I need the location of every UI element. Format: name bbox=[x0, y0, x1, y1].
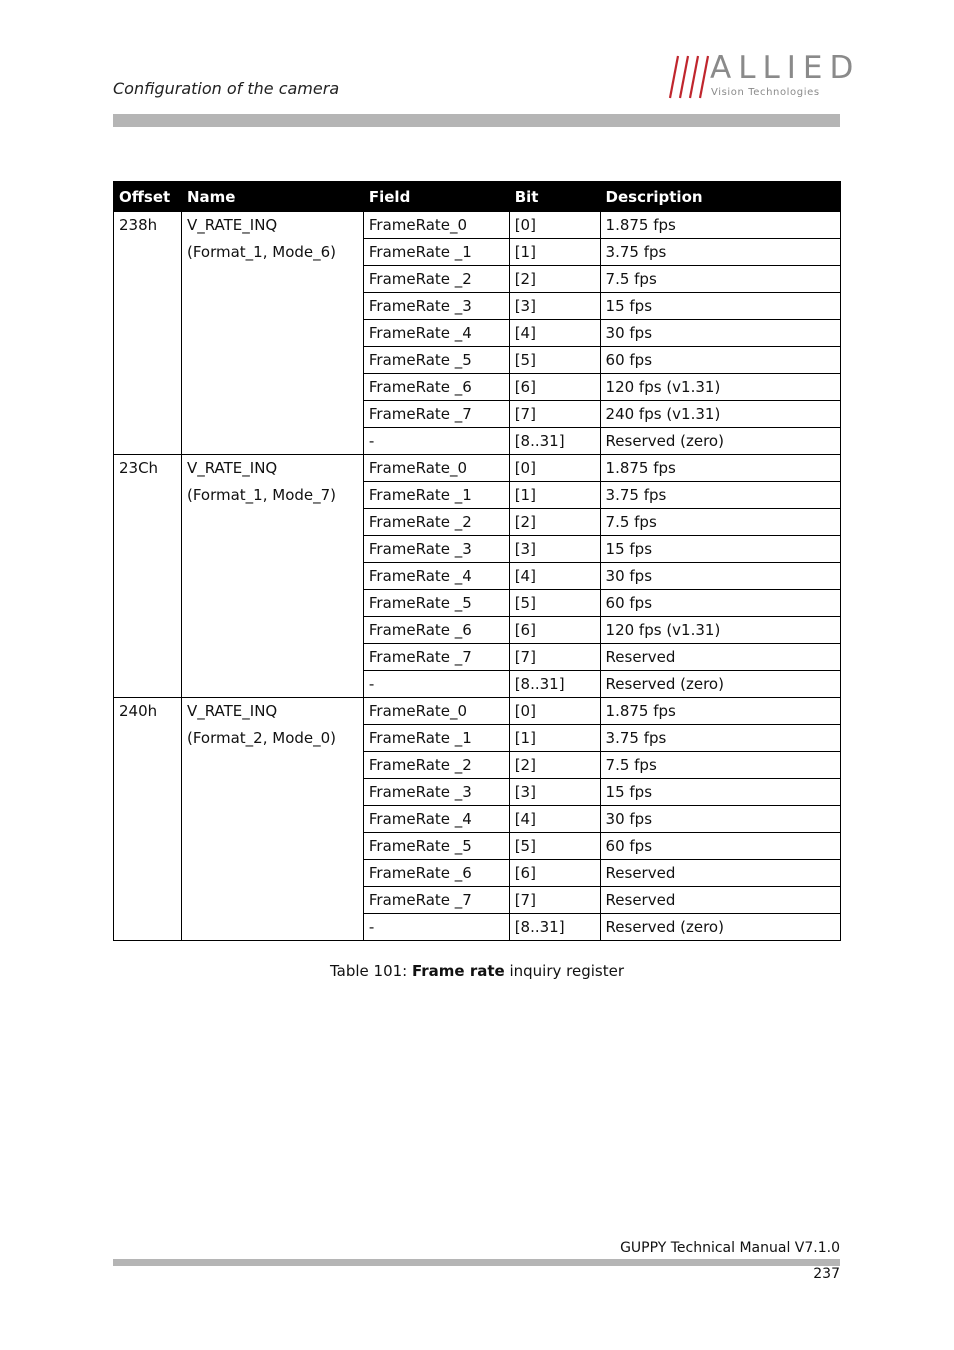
bit-cell: [5] bbox=[509, 347, 600, 374]
slash-marks-icon bbox=[668, 54, 712, 102]
description-cell: 120 fps (v1.31) bbox=[600, 374, 840, 401]
bit-cell: [1] bbox=[509, 239, 600, 266]
field-cell: - bbox=[363, 914, 509, 941]
description-cell: 15 fps bbox=[600, 779, 840, 806]
offset-value: 23Ch bbox=[119, 459, 159, 477]
page-number: 237 bbox=[813, 1266, 840, 1282]
register-name: V_RATE_INQ bbox=[186, 216, 278, 234]
description-cell: 7.5 fps bbox=[600, 752, 840, 779]
description-cell: 30 fps bbox=[600, 563, 840, 590]
field-cell: FrameRate _2 bbox=[363, 266, 509, 293]
caption-bold: Frame rate bbox=[412, 962, 505, 980]
bit-cell: [4] bbox=[509, 563, 600, 590]
offset-value: 240h bbox=[119, 702, 158, 720]
description-cell: 60 fps bbox=[600, 590, 840, 617]
column-header: Description bbox=[600, 182, 840, 212]
description-cell: Reserved (zero) bbox=[600, 428, 840, 455]
field-cell: FrameRate _1 bbox=[363, 725, 509, 752]
field-cell: FrameRate _5 bbox=[363, 833, 509, 860]
description-cell: 3.75 fps bbox=[600, 482, 840, 509]
table-row bbox=[114, 455, 841, 482]
field-cell: FrameRate _4 bbox=[363, 320, 509, 347]
field-cell: FrameRate_0 bbox=[363, 698, 509, 725]
footer-manual-title: GUPPY Technical Manual V7.1.0 bbox=[620, 1240, 840, 1256]
offset-cell bbox=[114, 212, 182, 455]
logo-wordmark: ALLIED bbox=[710, 50, 861, 86]
bit-cell: [0] bbox=[509, 455, 600, 482]
bit-cell: [8..31] bbox=[509, 914, 600, 941]
bit-cell: [6] bbox=[509, 860, 600, 887]
field-cell: FrameRate _7 bbox=[363, 887, 509, 914]
bit-cell: [7] bbox=[509, 401, 600, 428]
bit-cell: [2] bbox=[509, 509, 600, 536]
bit-cell: [8..31] bbox=[509, 671, 600, 698]
column-header: Bit bbox=[509, 182, 600, 212]
bit-cell: [6] bbox=[509, 374, 600, 401]
name-cell bbox=[181, 698, 363, 941]
column-header: Name bbox=[181, 182, 363, 212]
caption-prefix: Table 101: bbox=[329, 962, 408, 980]
field-cell: FrameRate _6 bbox=[363, 617, 509, 644]
bit-cell: [4] bbox=[509, 320, 600, 347]
description-cell: 15 fps bbox=[600, 536, 840, 563]
field-cell: FrameRate _6 bbox=[363, 374, 509, 401]
field-cell: FrameRate _4 bbox=[363, 563, 509, 590]
description-cell: Reserved bbox=[600, 644, 840, 671]
description-cell: Reserved bbox=[600, 860, 840, 887]
description-cell: 1.875 fps bbox=[600, 698, 840, 725]
description-cell: Reserved (zero) bbox=[600, 671, 840, 698]
description-cell: 3.75 fps bbox=[600, 725, 840, 752]
description-cell: 240 fps (v1.31) bbox=[600, 401, 840, 428]
field-cell: FrameRate _7 bbox=[363, 644, 509, 671]
bit-cell: [5] bbox=[509, 833, 600, 860]
bit-cell: [8..31] bbox=[509, 428, 600, 455]
field-cell: - bbox=[363, 671, 509, 698]
field-cell: FrameRate _4 bbox=[363, 806, 509, 833]
name-cell bbox=[181, 212, 363, 455]
table-caption bbox=[0, 962, 954, 980]
bit-cell: [6] bbox=[509, 617, 600, 644]
table-header-row bbox=[114, 182, 841, 212]
bit-cell: [5] bbox=[509, 590, 600, 617]
description-cell: Reserved bbox=[600, 887, 840, 914]
bit-cell: [4] bbox=[509, 806, 600, 833]
name-cell bbox=[181, 455, 363, 698]
description-cell: 15 fps bbox=[600, 293, 840, 320]
bit-cell: [1] bbox=[509, 482, 600, 509]
description-cell: 3.75 fps bbox=[600, 239, 840, 266]
field-cell: FrameRate _3 bbox=[363, 293, 509, 320]
bit-cell: [7] bbox=[509, 887, 600, 914]
register-format-mode: (Format_1, Mode_6) bbox=[186, 243, 337, 261]
description-cell: 1.875 fps bbox=[600, 455, 840, 482]
allied-logo bbox=[668, 50, 861, 102]
field-cell: - bbox=[363, 428, 509, 455]
offset-cell bbox=[114, 698, 182, 941]
bit-cell: [0] bbox=[509, 212, 600, 239]
field-cell: FrameRate _2 bbox=[363, 752, 509, 779]
register-format-mode: (Format_2, Mode_0) bbox=[186, 729, 337, 747]
header-rule bbox=[113, 114, 840, 127]
field-cell: FrameRate _1 bbox=[363, 239, 509, 266]
column-header: Field bbox=[363, 182, 509, 212]
field-cell: FrameRate _6 bbox=[363, 860, 509, 887]
description-cell: 120 fps (v1.31) bbox=[600, 617, 840, 644]
description-cell: 30 fps bbox=[600, 806, 840, 833]
bit-cell: [0] bbox=[509, 698, 600, 725]
bit-cell: [2] bbox=[509, 752, 600, 779]
offset-cell bbox=[114, 455, 182, 698]
description-cell: Reserved (zero) bbox=[600, 914, 840, 941]
footer-rule bbox=[113, 1259, 840, 1266]
field-cell: FrameRate _7 bbox=[363, 401, 509, 428]
description-cell: 60 fps bbox=[600, 347, 840, 374]
bit-cell: [3] bbox=[509, 536, 600, 563]
table-row bbox=[114, 698, 841, 725]
column-header: Offset bbox=[114, 182, 182, 212]
bit-cell: [7] bbox=[509, 644, 600, 671]
logo-subtitle: Vision Technologies bbox=[711, 87, 820, 98]
description-cell: 1.875 fps bbox=[600, 212, 840, 239]
field-cell: FrameRate _3 bbox=[363, 536, 509, 563]
offset-value: 238h bbox=[119, 216, 158, 234]
bit-cell: [1] bbox=[509, 725, 600, 752]
field-cell: FrameRate _2 bbox=[363, 509, 509, 536]
register-name: V_RATE_INQ bbox=[186, 459, 278, 477]
bit-cell: [3] bbox=[509, 779, 600, 806]
register-name: V_RATE_INQ bbox=[186, 702, 278, 720]
field-cell: FrameRate _1 bbox=[363, 482, 509, 509]
description-cell: 30 fps bbox=[600, 320, 840, 347]
field-cell: FrameRate _3 bbox=[363, 779, 509, 806]
description-cell: 7.5 fps bbox=[600, 509, 840, 536]
page-header-title: Configuration of the camera bbox=[113, 79, 340, 98]
field-cell: FrameRate_0 bbox=[363, 212, 509, 239]
bit-cell: [2] bbox=[509, 266, 600, 293]
field-cell: FrameRate_0 bbox=[363, 455, 509, 482]
frame-rate-register-table bbox=[113, 181, 841, 941]
description-cell: 7.5 fps bbox=[600, 266, 840, 293]
bit-cell: [3] bbox=[509, 293, 600, 320]
caption-suffix: inquiry register bbox=[509, 962, 625, 980]
field-cell: FrameRate _5 bbox=[363, 590, 509, 617]
field-cell: FrameRate _5 bbox=[363, 347, 509, 374]
register-format-mode: (Format_1, Mode_7) bbox=[186, 486, 337, 504]
description-cell: 60 fps bbox=[600, 833, 840, 860]
table-row bbox=[114, 212, 841, 239]
